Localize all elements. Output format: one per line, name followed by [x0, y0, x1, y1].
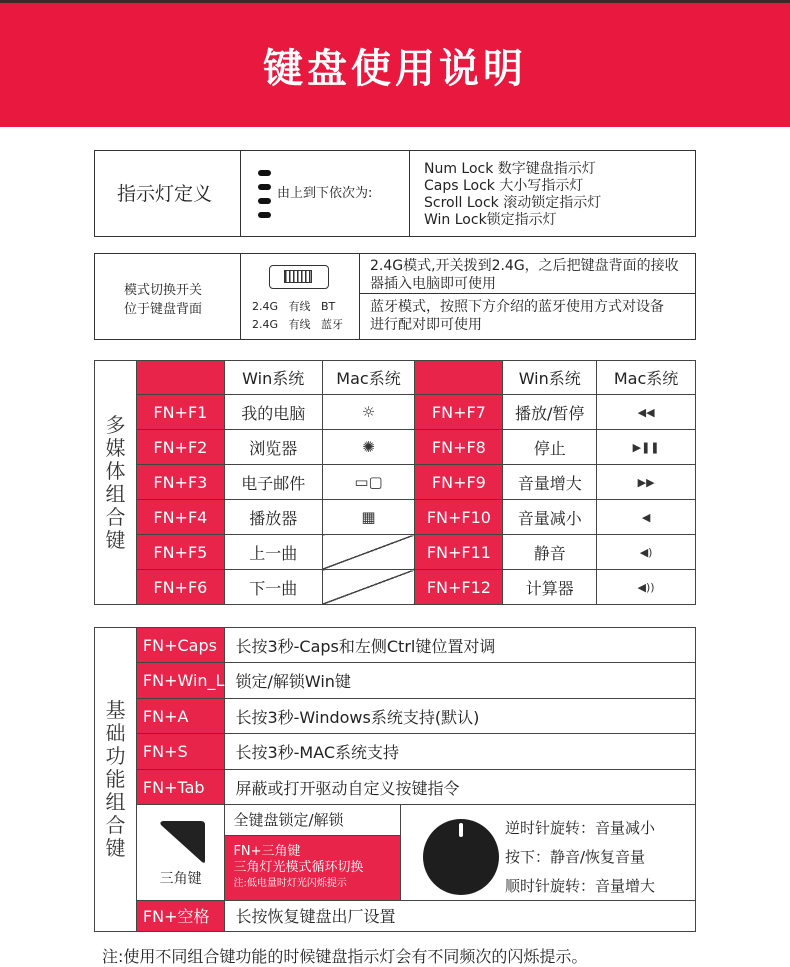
header-mac: Mac系统	[322, 361, 415, 395]
win-function: 我的电脑	[224, 395, 322, 430]
fn-key: FN+F9	[415, 465, 503, 500]
knob-ccw-text: 逆时针旋转：音量减小	[505, 819, 656, 838]
fn-key: FN+F3	[136, 465, 224, 500]
fn-key: FN+F1	[136, 395, 224, 430]
fn-key: FN+F2	[136, 430, 224, 465]
knob-press-text: 按下：静音/恢复音量	[505, 848, 646, 867]
triangle-key-cell	[136, 805, 225, 900]
led-1	[258, 170, 271, 176]
basic-function-table	[94, 627, 696, 932]
win-function: 音量增大	[503, 465, 597, 500]
footnote: 注:使用不同组合键功能的时候键盘指示灯会有不同频次的闪烁提示。	[102, 947, 588, 966]
win-function: 音量减小	[503, 500, 597, 535]
fn-key: FN+F8	[415, 430, 503, 465]
triangle-fn-line: 三角灯光模式循环切换	[233, 859, 364, 875]
empty-cell	[322, 535, 415, 570]
mode-desc-bt: 蓝牙模式，按照下方介绍的蓝牙使用方式对设备	[370, 299, 664, 315]
win-function: 上一曲	[224, 535, 322, 570]
volume-down-icon: ◀	[597, 500, 696, 535]
indicator-line: Num Lock 数字键盘指示灯	[424, 161, 596, 177]
win-function: 计算器	[503, 570, 597, 605]
fast-forward-icon: ▶▶	[597, 465, 696, 500]
switch-row-2: 2.4G 有线 蓝牙	[252, 318, 343, 331]
page-title: 键盘使用说明	[263, 45, 527, 92]
multimedia-side-label: 多 媒 体 组 合 键	[95, 361, 137, 605]
mode-label-2: 位于键盘背面	[124, 302, 203, 317]
fn-key: FN+Win_L	[136, 663, 225, 698]
volume-up-icon: ◀))	[597, 570, 696, 605]
play-pause-icon: ▶❚❚	[597, 430, 696, 465]
fn-key: FN+Tab	[136, 769, 225, 804]
triangle-key-label: 三角键	[159, 870, 202, 887]
fn-key: FN+Caps	[136, 628, 225, 663]
fn-key: FN+F12	[415, 570, 503, 605]
triangle-function-cell	[225, 835, 401, 900]
mission-control-icon: ▭▢	[322, 465, 415, 500]
win-function: 播放/暂停	[503, 395, 597, 430]
key-description: 长按3秒-MAC系统支持	[225, 734, 696, 769]
key-description: 锁定/解锁Win键	[225, 663, 696, 698]
fn-key: FN+F11	[415, 535, 503, 570]
fn-key: FN+A	[136, 698, 225, 733]
indicator-line: Scroll Lock 滚动锁定指示灯	[424, 195, 602, 211]
indicator-order: 由上到下依次为:	[277, 186, 373, 201]
win-function: 电子邮件	[224, 465, 322, 500]
header-blank	[415, 361, 503, 395]
key-description: 屏蔽或打开驱动自定义按键指令	[225, 769, 696, 804]
fn-key: FN+F5	[136, 535, 224, 570]
empty-cell	[322, 570, 415, 605]
win-function: 静音	[503, 535, 597, 570]
fn-key: FN+空格	[136, 900, 225, 932]
mode-desc-24g: 2.4G模式,开关拨到2.4G，之后把键盘背面的接收	[370, 258, 679, 274]
win-function: 浏览器	[224, 430, 322, 465]
knob-cw-text: 顺时针旋转：音量增大	[505, 877, 656, 896]
fn-key: FN+S	[136, 734, 225, 769]
led-4	[258, 212, 271, 218]
led-2	[258, 184, 271, 190]
mode-switch-icon	[269, 265, 329, 289]
triangle-key-icon	[157, 819, 207, 865]
win-function: 停止	[503, 430, 597, 465]
mode-label-1: 模式切换开关	[124, 283, 203, 298]
switch-row-1: 2.4G 有线 BT	[252, 300, 336, 313]
basic-side-label: 基 础 功 能 组 合 键	[95, 628, 137, 932]
fn-key: FN+F6	[136, 570, 224, 605]
knob-cell	[401, 805, 696, 900]
indicator-line: Caps Lock 大小写指示灯	[424, 178, 584, 194]
fn-key: FN+F10	[415, 500, 503, 535]
led-3	[258, 198, 271, 204]
mute-icon: ◀)	[597, 535, 696, 570]
triangle-fn-note: 注:低电量时灯光闪烁提示	[233, 877, 347, 889]
fn-key: FN+F7	[415, 395, 503, 430]
key-description: 长按3秒-Caps和左侧Ctrl键位置对调	[225, 628, 696, 663]
win-function: 播放器	[224, 500, 322, 535]
lock-all-text: 全键盘锁定/解锁	[225, 805, 401, 835]
win-function: 下一曲	[224, 570, 322, 605]
mode-desc-bt: 进行配对即可使用	[370, 317, 482, 333]
indicator-line: Win Lock锁定指示灯	[424, 212, 557, 228]
volume-knob-icon	[421, 817, 501, 897]
header-win: Win系统	[224, 361, 322, 395]
header-blank	[136, 361, 224, 395]
mode-desc-24g: 器插入电脑即可使用	[370, 276, 496, 292]
launchpad-icon: ▦	[322, 500, 415, 535]
header-banner	[0, 3, 790, 127]
fn-key: FN+F4	[136, 500, 224, 535]
multimedia-table	[94, 360, 696, 605]
indicator-label: 指示灯定义	[117, 183, 213, 205]
header-mac: Mac系统	[597, 361, 696, 395]
header-win: Win系统	[503, 361, 597, 395]
triangle-fn-line: FN+三角键	[233, 843, 301, 859]
brightness-up-icon: ✺	[322, 430, 415, 465]
key-description: 长按3秒-Windows系统支持(默认)	[225, 698, 696, 733]
key-description: 长按恢复键盘出厂设置	[225, 900, 696, 932]
rewind-icon: ◀◀	[597, 395, 696, 430]
brightness-down-icon: ☼	[322, 395, 415, 430]
